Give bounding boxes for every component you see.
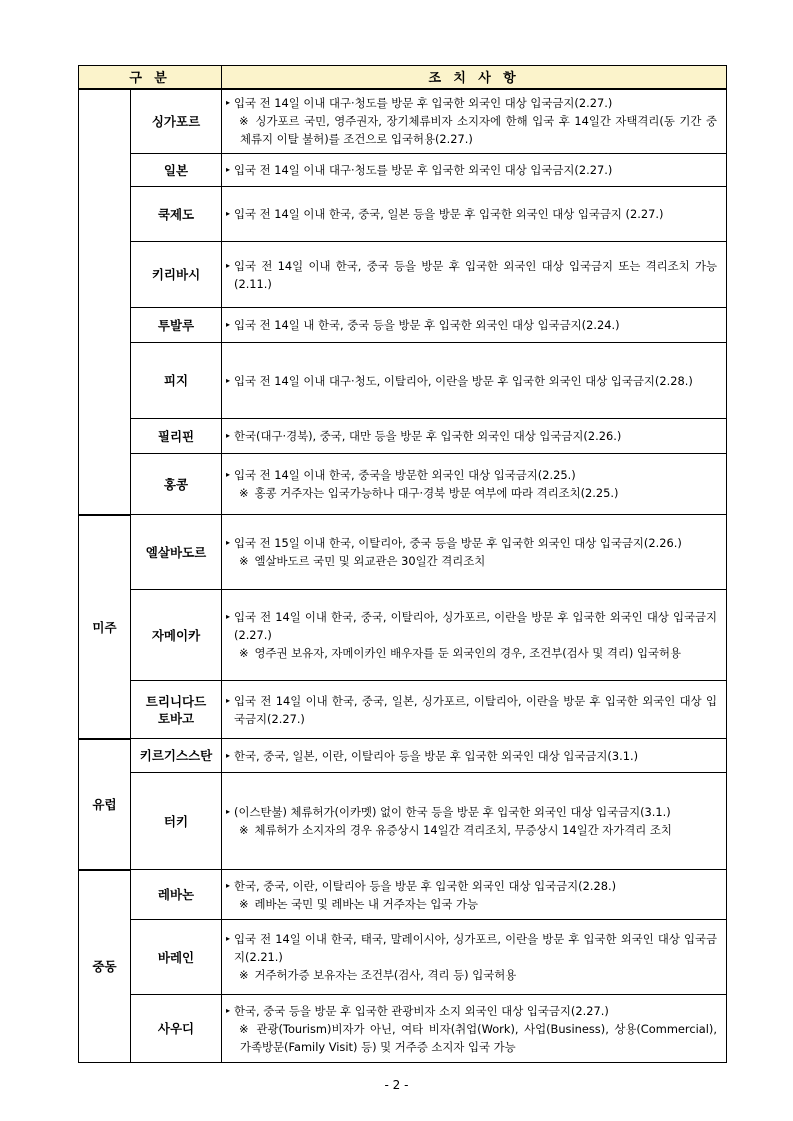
bullet-text: 입국 전 14일 내 한국, 중국 등을 방문 후 입국한 외국인 대상 입국금지(2.24.) (234, 318, 620, 332)
measure-bullet (226, 877, 717, 895)
table-row (79, 995, 727, 1063)
bullet-text: 한국, 중국 등을 방문 후 입국한 관광비자 소지 외국인 대상 입국금지(2.27.) (234, 1003, 609, 1018)
measure-cell (222, 343, 727, 419)
measure-cell (222, 773, 727, 870)
measure-cell (222, 870, 727, 920)
measure-note (226, 1020, 717, 1056)
bullet-triangle-icon: ▸ (226, 260, 231, 270)
bullet-text: 입국 전 14일 이내 한국, 중국 등을 방문 후 입국한 외국인 대상 입국금지 또는 격리조치 가능(2.11.) (234, 258, 717, 291)
measure-cell (222, 739, 727, 773)
country-cell: 레바논 (131, 870, 222, 920)
measure-bullet (226, 161, 717, 179)
bullet-triangle-icon: ▸ (226, 695, 231, 705)
measure-bullet (226, 372, 717, 390)
measure-bullet (226, 1002, 717, 1020)
table-row (79, 920, 727, 995)
table-row (79, 515, 727, 590)
bullet-triangle-icon: ▸ (226, 431, 231, 440)
measure-bullet (226, 803, 717, 821)
bullet-triangle-icon: ▸ (226, 880, 231, 890)
bullet-text: (이스탄불) 체류허가(이카멧) 없이 한국 등을 방문 후 입국한 외국인 대상 입국금지(3.1.) (234, 805, 671, 819)
measure-cell (222, 454, 727, 515)
note-text: 엘살바도르 국민 및 외교관은 30일간 격리조치 (254, 554, 486, 568)
measure-note (226, 966, 717, 984)
measure-bullet (226, 316, 717, 334)
measure-cell (222, 590, 727, 681)
reference-mark-icon: ※ (239, 968, 249, 982)
bullet-text: 입국 전 14일 이내 대구·청도, 이탈리아, 이란을 방문 후 입국한 외국인 대상 입국금지(2.28.) (234, 373, 693, 388)
reference-mark-icon: ※ (239, 114, 250, 129)
bullet-text: 입국 전 14일 이내 한국, 중국을 방문한 외국인 대상 입국금지(2.25.) (234, 468, 576, 482)
bullet-triangle-icon: ▸ (226, 934, 231, 943)
measure-cell (222, 920, 727, 995)
reference-mark-icon: ※ (239, 823, 249, 837)
reference-mark-icon: ※ (239, 486, 249, 500)
bullet-triangle-icon: ▸ (226, 807, 231, 816)
measure-cell (222, 89, 727, 154)
region-asia (79, 89, 131, 515)
reference-mark-icon: ※ (239, 554, 249, 568)
reference-mark-icon: ※ (239, 646, 249, 660)
measure-cell (222, 308, 727, 343)
country-name-line: 토바고 (157, 710, 195, 726)
country-cell: 투발루 (131, 308, 222, 343)
measure-bullet (226, 466, 717, 484)
note-text: 관광(Tourism)비자가 아닌, 여타 비자(취업(Work), 사업(Business), 상용(Commercial), 가족방문(Family Visit) 등) 및 거주증 소지자 입국 가능 (240, 1021, 717, 1054)
note-text: 레바논 국민 및 레바논 내 거주자는 입국 가능 (254, 896, 478, 911)
note-text: 체류허가 소지자의 경우 유증상시 14일간 격리조치, 무증상시 14일간 자가격리 조치 (254, 823, 672, 837)
bullet-text: 입국 전 14일 이내 대구·청도를 방문 후 입국한 외국인 대상 입국금지(2.27.) (234, 96, 613, 111)
bullet-triangle-icon: ▸ (226, 612, 231, 621)
table-row (79, 681, 727, 739)
header-category: 구 분 (79, 66, 222, 89)
reference-mark-icon: ※ (239, 1021, 251, 1036)
bullet-text: 입국 전 14일 이내 한국, 태국, 말레이시아, 싱가포르, 이란을 방문 후 입국한 외국인 대상 입국금지(2.21.) (234, 932, 717, 964)
country-cell: 엘살바도르 (131, 515, 222, 590)
table-row (79, 89, 727, 154)
bullet-triangle-icon: ▸ (226, 1005, 231, 1015)
country-cell: 필리핀 (131, 419, 222, 454)
measure-bullet (226, 94, 717, 112)
note-text: 영주권 보유자, 자메이카인 배우자를 둔 외국인의 경우, 조건부(검사 및 격리) 입국허용 (254, 646, 681, 660)
country-cell: 일본 (131, 154, 222, 187)
measure-note (226, 552, 717, 570)
bullet-triangle-icon: ▸ (226, 209, 231, 218)
table-header-row (79, 66, 727, 89)
measure-cell (222, 242, 727, 308)
country-cell: 피지 (131, 343, 222, 419)
bullet-text: 입국 전 15일 이내 한국, 이탈리아, 중국 등을 방문 후 입국한 외국인 대상 입국금지(2.26.) (234, 536, 682, 550)
region-europe: 유럽 (79, 739, 131, 870)
region-americas: 미주 (79, 515, 131, 739)
measure-cell (222, 515, 727, 590)
country-cell: 바레인 (131, 920, 222, 995)
bullet-triangle-icon: ▸ (226, 375, 231, 385)
page-number: - 2 - (384, 1078, 409, 1092)
bullet-text: 한국, 중국, 이란, 이탈리아 등을 방문 후 입국한 외국인 대상 입국금지(2.28.) (234, 878, 617, 893)
header-measures: 조 치 사 항 (222, 66, 727, 89)
table-row (79, 739, 727, 773)
entry-restriction-table (78, 65, 727, 1063)
bullet-text: 입국 전 14일 이내 대구·청도를 방문 후 입국한 외국인 대상 입국금지(2.27.) (234, 163, 613, 177)
document-page (78, 65, 726, 1063)
table-row (79, 308, 727, 343)
bullet-triangle-icon: ▸ (226, 470, 231, 479)
table-row (79, 343, 727, 419)
table-row (79, 242, 727, 308)
table-row (79, 187, 727, 242)
measure-bullet (226, 747, 717, 765)
country-cell: 터키 (131, 773, 222, 870)
country-cell-trinidad (131, 681, 222, 739)
measure-bullet (226, 257, 717, 293)
table-row (79, 870, 727, 920)
country-cell: 사우디 (131, 995, 222, 1063)
country-cell: 홍콩 (131, 454, 222, 515)
table-row (79, 590, 727, 681)
measure-note (226, 895, 717, 913)
measure-cell (222, 187, 727, 242)
bullet-text: 한국(대구·경북), 중국, 대만 등을 방문 후 입국한 외국인 대상 입국금지(2.26.) (234, 429, 622, 443)
bullet-triangle-icon: ▸ (226, 750, 231, 760)
country-cell: 자메이카 (131, 590, 222, 681)
measure-cell (222, 419, 727, 454)
bullet-triangle-icon: ▸ (226, 538, 231, 547)
bullet-triangle-icon: ▸ (226, 98, 231, 108)
bullet-text: 입국 전 14일 이내 한국, 중국, 일본 등을 방문 후 입국한 외국인 대상 입국금지 (2.27.) (234, 207, 664, 221)
note-text: 싱가포르 국민, 영주권자, 장기체류비자 소지자에 한해 입국 후 14일간 자택격리(동 기간 중 체류지 이탈 불허)를 조건으로 입국허용(2.27.) (240, 114, 717, 147)
bullet-triangle-icon: ▸ (226, 320, 231, 329)
bullet-text: 입국 전 14일 이내 한국, 중국, 이탈리아, 싱가포르, 이란을 방문 후 입국한 외국인 대상 입국금지(2.27.) (234, 610, 717, 642)
table-row (79, 454, 727, 515)
note-text: 거주허가증 보유자는 조건부(검사, 격리 등) 입국허용 (254, 968, 517, 982)
reference-mark-icon: ※ (239, 896, 249, 911)
country-name-line: 트리니다드 (145, 693, 207, 709)
measure-cell (222, 995, 727, 1063)
measure-note (226, 821, 717, 839)
measure-note (226, 644, 717, 662)
bullet-triangle-icon: ▸ (226, 165, 231, 174)
measure-note (226, 484, 717, 502)
region-mideast: 중동 (79, 870, 131, 1063)
measure-bullet (226, 608, 717, 644)
country-cell: 싱가포르 (131, 89, 222, 154)
table-row (79, 419, 727, 454)
measure-note (226, 112, 717, 148)
country-cell: 쿡제도 (131, 187, 222, 242)
measure-bullet (226, 534, 717, 552)
bullet-text: 한국, 중국, 일본, 이란, 이탈리아 등을 방문 후 입국한 외국인 대상 입국금지(3.1.) (234, 748, 639, 763)
measure-bullet (226, 692, 717, 728)
measure-bullet (226, 930, 717, 966)
measure-cell (222, 681, 727, 739)
table-row (79, 773, 727, 870)
country-cell: 키리바시 (131, 242, 222, 308)
bullet-text: 입국 전 14일 이내 한국, 중국, 일본, 싱가포르, 이탈리아, 이란을 방문 후 입국한 외국인 대상 입국금지(2.27.) (234, 693, 717, 726)
table-row (79, 154, 727, 187)
measure-bullet (226, 427, 717, 445)
country-cell: 키르기스스탄 (131, 739, 222, 773)
note-text: 홍콩 거주자는 입국가능하나 대구·경북 방문 여부에 따라 격리조치(2.25.) (254, 486, 619, 500)
measure-cell (222, 154, 727, 187)
measure-bullet (226, 205, 717, 223)
